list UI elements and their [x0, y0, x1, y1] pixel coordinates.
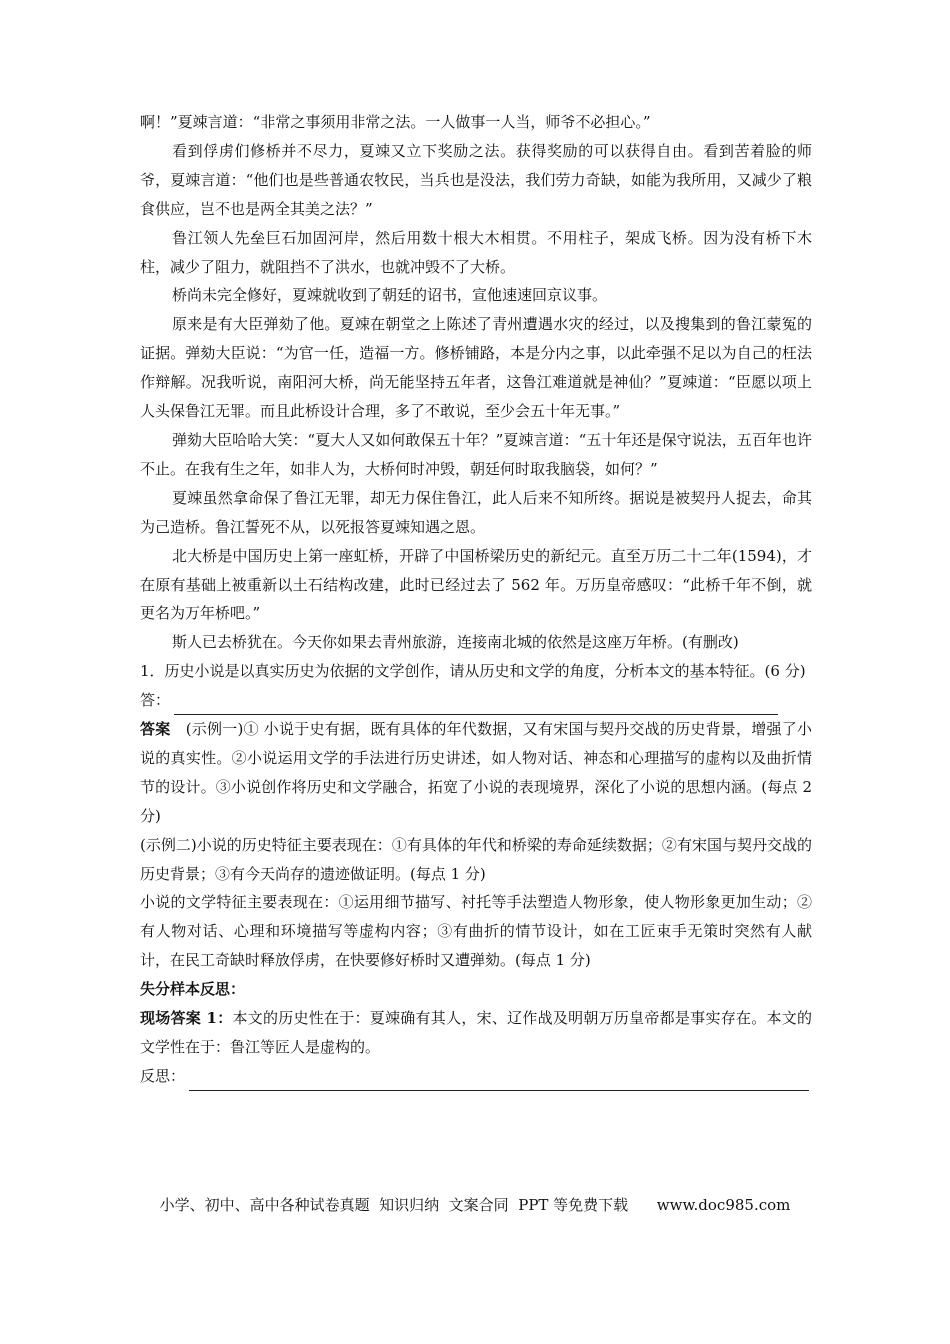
- question-text: 1．历史小说是以真实历史为依据的文学创作，请从历史和文学的角度，分析本文的基本特征。(6 分): [140, 662, 806, 681]
- answer-example-1: [140, 715, 812, 831]
- answer-example-2-literary: 小说的文学特征主要表现在：①运用细节描写、衬托等手法塑造人物形象，使人物形象更加生动；②有人物对话、心理和环境描写等虚构内容；③有曲折的情节设计，如在工匠束手无策时突然有人献计，在民工奇缺时释放俘虏，在快要修好桥时又遭弹劾。(每点 1 分): [140, 893, 812, 970]
- footer-left-text: 小学、初中、高中各种试卷真题 知识归纳 文案合同 PPT 等免费下载: [159, 1196, 629, 1214]
- story-paragraph: 桥尚未完全修好，夏竦就收到了朝廷的诏书，宣他速速回京议事。: [172, 286, 608, 305]
- reflection-blank[interactable]: [189, 1068, 809, 1091]
- sample-answer: [140, 1004, 812, 1062]
- answer-blank[interactable]: [174, 692, 778, 715]
- reflection-field: [140, 1062, 812, 1091]
- document-page: [140, 108, 812, 1091]
- reflection-heading: 失分样本反思：: [140, 980, 246, 999]
- story-paragraph: 弹劾大臣哈哈大笑：“夏大人又如何敢保五十年？”夏竦言道：“五十年还是保守说法，五百年也许不止。在我有生之年，如非人为，大桥何时冲毁，朝廷何时取我脑袋，如何？”: [140, 430, 812, 478]
- answer-field: [140, 686, 812, 715]
- story-paragraph: 鲁江领人先垒巨石加固河岸，然后用数十根大木相贯。不用柱子，架成飞桥。因为没有桥下木柱，减少了阻力，就阻挡不了洪水，也就冲毁不了大桥。: [140, 228, 812, 276]
- sample-answer-label: 现场答案 1：: [140, 1009, 233, 1028]
- story-paragraph: 斯人已去桥犹在。今天你如果去青州旅游，连接南北城的依然是这座万年桥。(有删改): [172, 633, 739, 652]
- answer-label: 答案: [140, 720, 171, 739]
- page-footer: [0, 1194, 950, 1215]
- story-paragraph: 夏竦虽然拿命保了鲁江无罪，却无力保住鲁江，此人后来不知所终。据说是被契丹人捉去，命其为己造桥。鲁江誓死不从，以死报答夏竦知遇之恩。: [140, 488, 812, 536]
- footer-url[interactable]: www.doc985.com: [656, 1196, 791, 1214]
- story-paragraph: 啊！”夏竦言道：“非常之事须用非常之法。一人做事一人当，师爷不必担心。”: [140, 113, 651, 131]
- story-paragraph: 北大桥是中国历史上第一座虹桥，开辟了中国桥梁历史的新纪元。直至万历二十二年(1594)，才在原有基础上被重新以土石结构改建，此时已经过去了 562 年。万历皇帝感叹：“此桥千年不倒，就更名为万年桥吧。”: [140, 546, 812, 623]
- answer-example-2: (示例二)小说的历史特征主要表现在：①有具体的年代和桥梁的寿命延续数据；②有宋国与契丹交战的历史背景；③有今天尚存的遗迹做证明。(每点 1 分): [140, 835, 812, 883]
- reflection-prompt: 反思：: [140, 1066, 186, 1085]
- answer-prompt: 答：: [140, 691, 171, 710]
- story-paragraph: 原来是有大臣弹劾了他。夏竦在朝堂之上陈述了青州遭遇水灾的经过，以及搜集到的鲁江蒙冤的证据。弹劾大臣说：“为官一任，造福一方。修桥铺路，本是分内之事，以此牵强不足以为自己的枉法作辩解。况我听说，南阳河大桥，尚无能坚持五年者，这鲁江难道就是神仙？”夏竦道：“臣愿以项上人头保鲁江无罪。而且此桥设计合理，多了不敢说，至少会五十年无事。”: [140, 315, 812, 421]
- story-paragraph: 看到俘虏们修桥并不尽力，夏竦又立下奖励之法。获得奖励的可以获得自由。看到苦着脸的师爷，夏竦言道：“他们也是些普通农牧民，当兵也是没法，我们劳力奇缺，如能为我所用，又减少了粮食供应，岂不也是两全其美之法？”: [140, 141, 812, 218]
- answer-example-1-text: (示例一)① 小说于史有据，既有具体的年代数据，又有宋国与契丹交战的历史背景，增强了小说的真实性。②小说运用文学的手法进行历史讲述，如人物对话、神态和心理描写的虚构以及曲折情节的设计。③小说创作将历史和文学融合，拓宽了小说的表现境界，深化了小说的思想内涵。(每点 2 分): [140, 720, 812, 825]
- sample-answer-text: 本文的历史性在于：夏竦确有其人，宋、辽作战及明朝万历皇帝都是事实存在。本文的文学性在于：鲁江等匠人是虚构的。: [140, 1009, 812, 1056]
